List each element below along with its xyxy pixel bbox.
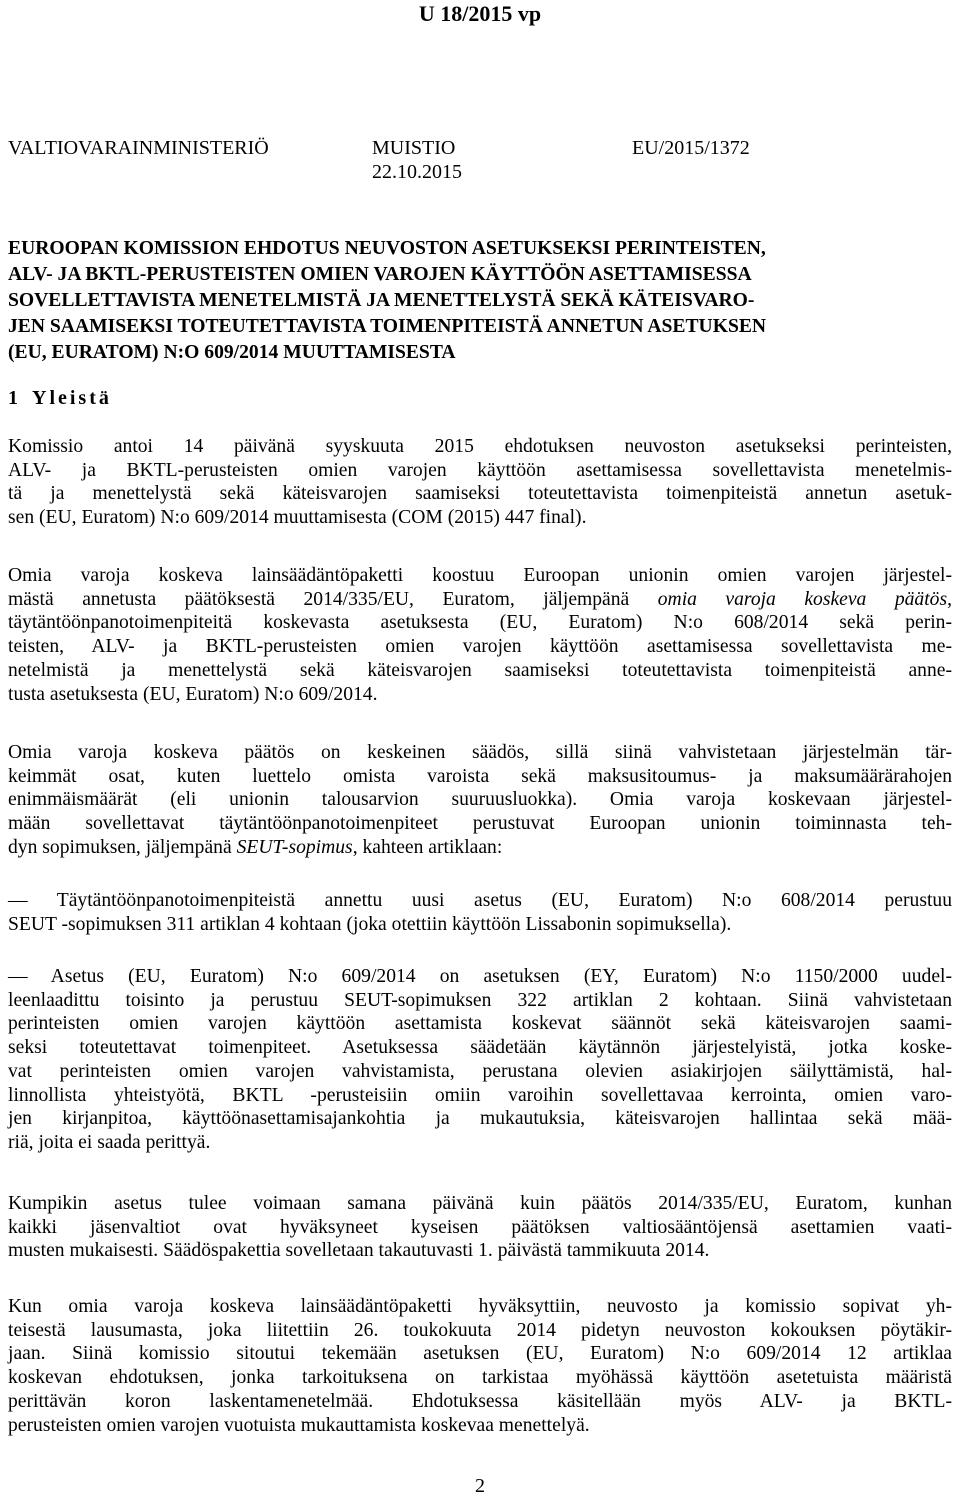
text-fragment: mästä annetusta päätöksestä 2014/335/EU, Euratom, jäljempänä xyxy=(8,588,658,610)
emphasis-term: SEUT-sopimus xyxy=(236,836,353,858)
text-line: mään sovellettavat täytäntöönpanotoimenpiteet perustuvat Euroopan unionin toiminnasta teh- xyxy=(8,813,952,835)
section-title: Yleistä xyxy=(32,387,112,409)
text-fragment: , xyxy=(947,588,952,610)
text-line: ALV- ja BKTL-perusteisten omien varojen käyttöön asettamisessa sovellettavista menetelmis- xyxy=(8,459,952,481)
text-line: jaan. Siinä komissio sitoutui tekemään asetuksen (EU, Euratom) N:o 609/2014 12 artiklaa xyxy=(8,1343,952,1365)
text-line: Kun omia varoja koskeva lainsäädäntöpaketti hyväksyttiin, neuvosto ja komissio sopivat yh- xyxy=(8,1296,952,1317)
paragraph-1 xyxy=(8,435,952,530)
emphasis-term: omia varoja koskeva päätös xyxy=(657,588,948,610)
text-line: perinteisten omien varojen käyttöön asettamista koskevat säännöt sekä käteisvarojen saami- xyxy=(8,1013,952,1035)
text-line: teisten, ALV- ja BKTL-perusteisten omien varojen käyttöön asettamisessa sovellettavista me- xyxy=(8,636,952,658)
text-line xyxy=(8,836,952,860)
text-line: tä ja menettelystä sekä käteisvarojen saamiseksi toteutettavista toimenpiteistä annetun asetuk- xyxy=(8,483,952,505)
title-line: (EU, EURATOM) N:O 609/2014 MUUTTAMISESTA xyxy=(8,342,456,363)
ministry-name: VALTIOVARAINMINISTERIÖ xyxy=(8,137,269,159)
bullet-item-2 xyxy=(8,965,952,1155)
text-line: leenlaadittu toisinto ja perustuu SEUT-sopimuksen 322 artiklan 2 kohtaan. Siinä vahvistetaan xyxy=(8,989,952,1011)
text-line: linnollista yhteistyötä, BKTL -perusteisiin omiin varoihin sovellettavaa kerrointa, omien varo- xyxy=(8,1084,952,1106)
text-line: musten mukaisesti. Säädöspakettia sovelletaan takautuvasti 1. päivästä tammikuuta 2014. xyxy=(8,1240,710,1262)
text-line: vat perinteisten omien varojen vahvistamista, perustana olevien asiakirjojen säilyttämistä, hal- xyxy=(8,1060,952,1082)
bullet-item-1 xyxy=(8,889,952,936)
paragraph-2 xyxy=(8,564,952,706)
text-line: täytäntöönpanotoimenpiteitä koskevasta asetuksesta (EU, Euratom) N:o 608/2014 sekä perin- xyxy=(8,612,952,634)
section-heading xyxy=(8,386,112,410)
paragraph-3 xyxy=(8,741,952,860)
text-line: keimmät osat, kuten luettelo omista varoista sekä maksusitoumus- ja maksumäärärahojen xyxy=(8,765,952,787)
section-number: 1 xyxy=(8,387,18,409)
text-line: SEUT -sopimuksen 311 artiklan 4 kohtaan (joka otettiin käyttöön Lissabonin sopimuksella). xyxy=(8,913,732,935)
text-line: Omia varoja koskeva lainsäädäntöpaketti koostuu Euroopan unionin omien varojen järjestel- xyxy=(8,565,952,586)
text-line: Komissio antoi 14 päivänä syyskuuta 2015 ehdotuksen neuvoston asetukseksi perinteisten, xyxy=(8,436,952,457)
text-line: seksi toteutettavat toimenpiteet. Asetuksessa säädetään käytännön järjestelyistä, jotka koske- xyxy=(8,1037,952,1059)
text-line: netelmistä ja menettelystä sekä käteisvarojen saamiseksi toteutettavista toimenpiteistä anne- xyxy=(8,659,952,681)
page-number: 2 xyxy=(475,1475,485,1497)
document-date: 22.10.2015 xyxy=(372,161,462,183)
text-line: — Asetus (EU, Euratom) N:o 609/2014 on asetuksen (EY, Euratom) N:o 1150/2000 uudel- xyxy=(8,966,952,987)
text-fragment: dyn sopimuksen, jäljempänä xyxy=(8,836,237,858)
document-type: MUISTIO xyxy=(372,137,456,159)
text-line: sen (EU, Euratom) N:o 609/2014 muuttamisesta (COM (2015) 447 final). xyxy=(8,507,587,529)
text-line: perittävän koron laskentamenetelmää. Ehdotuksessa käsitellään myös ALV- ja BKTL- xyxy=(8,1390,952,1412)
title-line: EUROOPAN KOMISSION EHDOTUS NEUVOSTON ASETUKSEKSI PERINTEISTEN, xyxy=(8,238,766,259)
reference-number: EU/2015/1372 xyxy=(632,137,750,159)
text-fragment: , kahteen artiklaan: xyxy=(352,836,503,858)
text-line: kaikki jäsenvaltiot ovat hyväksyneet kyseisen päätöksen valtiosääntöjensä asettamien vaati- xyxy=(8,1216,952,1238)
text-line: perusteisten omien varojen vuotuista mukauttamista koskevaa menettelyä. xyxy=(8,1414,590,1436)
title-line: ALV- JA BKTL-PERUSTEISTEN OMIEN VAROJEN KÄYTTÖÖN ASETTAMISESSA xyxy=(8,264,752,285)
title-line: JEN SAAMISEKSI TOTEUTETTAVISTA TOIMENPITEISTÄ ANNETUN ASETUKSEN xyxy=(8,316,767,337)
document-id: U 18/2015 vp xyxy=(418,1,542,26)
text-line: koskevan ehdotuksen, jonka tarkoituksena on tarkistaa myöhässä käyttöön asetetuista määristä xyxy=(8,1367,952,1389)
text-line xyxy=(8,588,952,612)
text-line: jen kirjanpitoa, käyttöönasettamisajankohtia ja mukautuksia, käteisvarojen hallintaa sekä mää- xyxy=(8,1108,952,1130)
text-line: Omia varoja koskeva päätös on keskeinen säädös, sillä siinä vahvistetaan järjestelmän tär- xyxy=(8,742,952,763)
text-line: — Täytäntöönpanotoimenpiteistä annettu uusi asetus (EU, Euratom) N:o 608/2014 perustuu xyxy=(8,890,952,911)
text-line: teisestä lausumasta, joka liitettiin 26. toukokuuta 2014 pidetyn neuvoston kokouksen pöytäkir- xyxy=(8,1319,952,1341)
paragraph-5 xyxy=(8,1295,952,1437)
paragraph-4 xyxy=(8,1192,952,1263)
document-title xyxy=(8,236,958,366)
text-line: enimmäismäärät (eli unionin talousarvion suuruusluokka). Omia varoja koskevaan järjestel- xyxy=(8,789,952,811)
text-line: Kumpikin asetus tulee voimaan samana päivänä kuin päätös 2014/335/EU, Euratom, kunhan xyxy=(8,1193,952,1214)
text-line: riä, joita ei saada perittyä. xyxy=(8,1131,211,1153)
title-line: SOVELLETTAVISTA MENETELMISTÄ JA MENETTELYSTÄ SEKÄ KÄTEISVARO- xyxy=(8,290,755,311)
text-line: tusta asetuksesta (EU, Euratom) N:o 609/2014. xyxy=(8,683,378,705)
